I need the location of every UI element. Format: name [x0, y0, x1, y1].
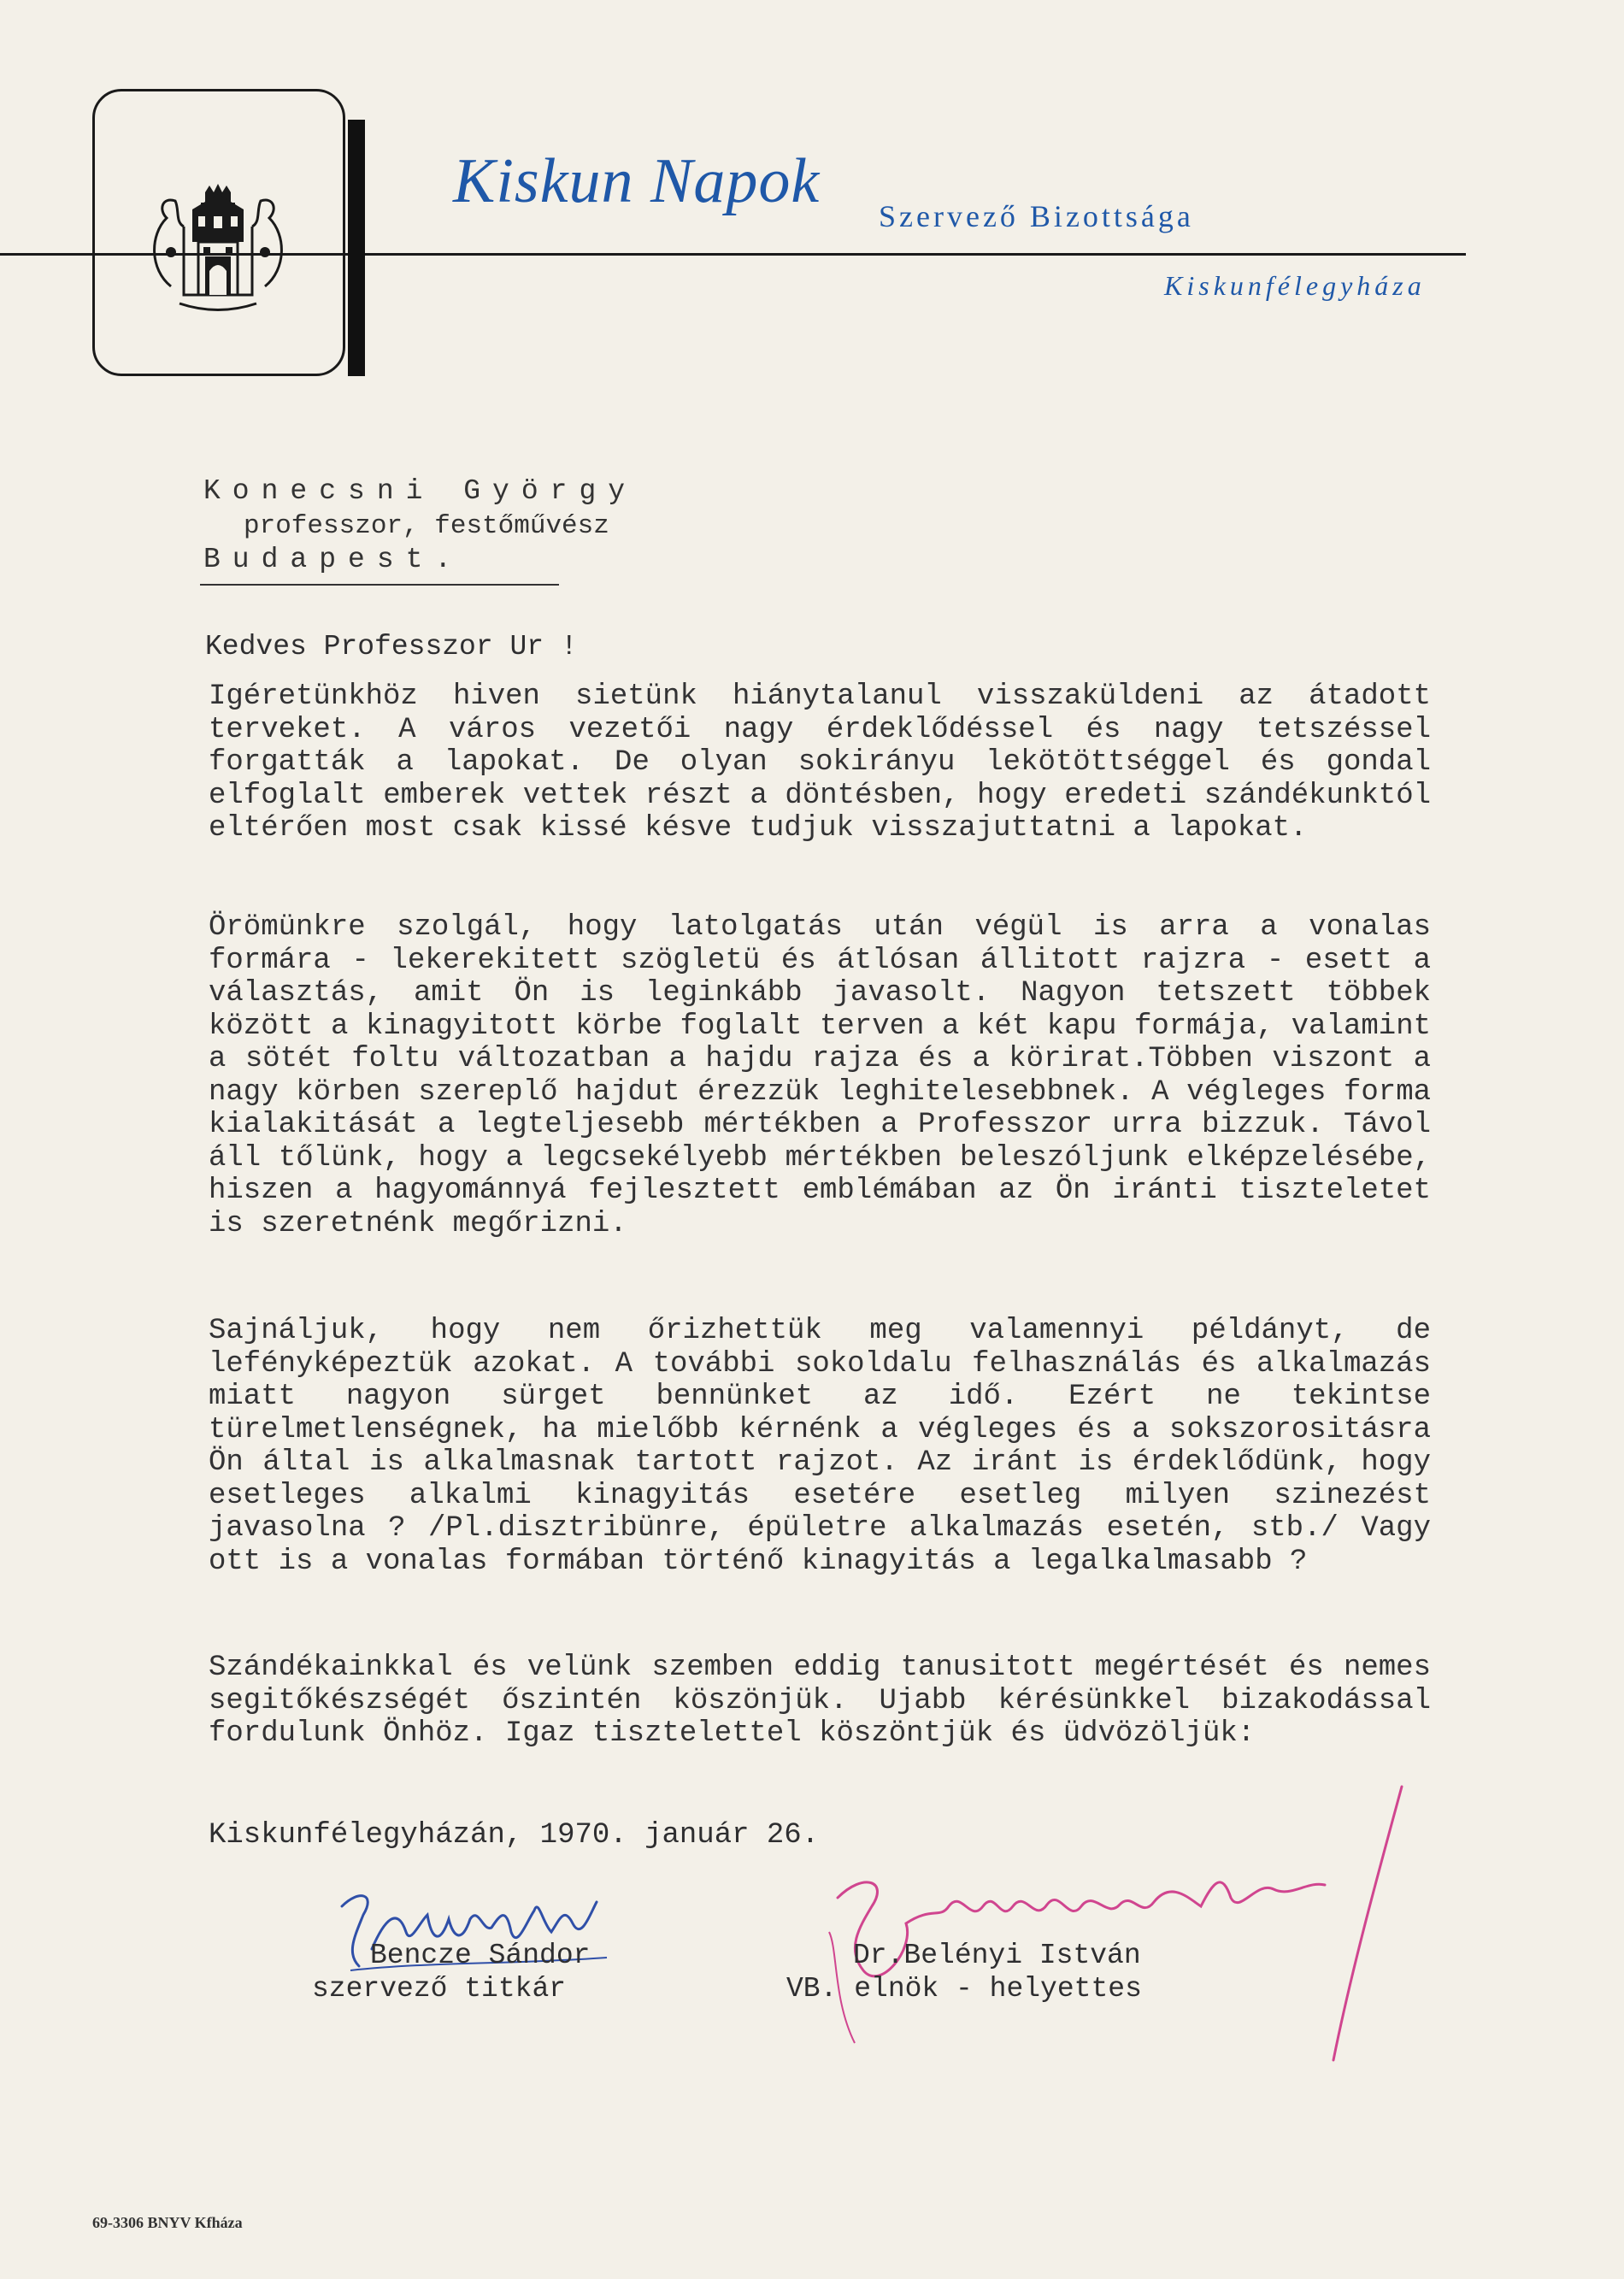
signatory-left-role: szervező titkár [312, 1973, 567, 2005]
signatory-left-name: Bencze Sándor [370, 1940, 591, 1971]
town-crest-emblem [145, 175, 291, 312]
logo-bar [348, 120, 365, 376]
signatory-right [786, 1939, 1142, 2005]
recipient-name: Konecsni György [203, 475, 638, 507]
printer-mark: 69-3306 BNYV Kfháza [92, 2214, 243, 2231]
recipient-city: Budapest. [203, 544, 464, 575]
signatory-right-role: VB. elnök - helyettes [786, 1973, 1142, 2005]
letterhead-city: Kiskunfélegyháza [1164, 270, 1426, 301]
body-paragraph-4: Szándékainkkal és velünk szemben eddig tanusitott megértését és nemes segitőkészségét őszintén köszönjük. Ujabb kérésünkkel bizakodással fordulunk Önhöz. Igaz tisztelettel köszöntjük és üdvözöljük: [209, 1652, 1431, 1750]
body-paragraph-3: Sajnáljuk, hogy nem őrizhettük meg valamennyi példányt, de lefényképeztük azokat. A további sokoldalu felhasználás és alkalmazás miatt nagyon sürget bennünket az idő. Ezért ne tekintse türelmetlenségnek, ha mielőbb kérnénk a végleges és a sokszorositásra Ön által is alkalmasnak tartott rajzot. Az iránt is érdeklődünk, hogy esetleges alkalmi kinagyitás esetére esetleg milyen szinezést javasolna ? /Pl.disztribünre, épületre alkalmazás esetén, stb./ Vagy ott is a vonalas formában történő kinagyitás a legalkalmasabb ? [209, 1315, 1431, 1578]
letterhead-subtitle: Szervező Bizottsága [879, 199, 1194, 233]
salutation: Kedves Professzor Ur ! [205, 631, 578, 662]
signatory-left [312, 1939, 590, 2005]
body-paragraph-2: Örömünkre szolgál, hogy latolgatás után végül is arra a vonalas formára - lekerekitett szögletü és átlósan állitott rajzra - esett a választás, amit Ön is leginkább javasolt. Nagyon tetszett többek között a kinagyitott körbe foglalt terven a két kapu formája, valamint a sötét foltu változatban a hajdu rajza és a körirat.Többen viszont a nagy körben szereplő hajdut érezzük leghitelesebbnek. A végleges forma kialakitását a legteljesebb mértékben a Professzor urra bizzuk. Távol áll tőlünk, hogy a legcsekélyebb mértékben beleszóljunk elképzelésébe, hiszen a hagyománnyá fejlesztett emblémában az Ön iránti tiszteletet is szeretnénk megőrizni. [209, 911, 1431, 1240]
place-date: Kiskunfélegyházán, 1970. január 26. [209, 1819, 820, 1852]
address-underline [200, 584, 559, 586]
body-paragraph-1: Igéretünkhöz hiven sietünk hiánytalanul visszaküldeni az átadott terveket. A város vezetői nagy érdeklődéssel és nagy tetszéssel forgatták a lapokat. De olyan sokirányu lekötöttséggel és gondal elfoglalt emberek vettek részt a döntésben, hogy eredeti szándékunktól eltérően most csak kissé késve tudjuk visszajuttatni a lapokat. [209, 680, 1431, 845]
signature-right [812, 1778, 1427, 2069]
letterhead-title: Kiskun Napok [453, 146, 821, 216]
recipient-title: professzor, festőművész [244, 511, 609, 541]
signatory-right-name: Dr.Belényi István [853, 1940, 1141, 1971]
